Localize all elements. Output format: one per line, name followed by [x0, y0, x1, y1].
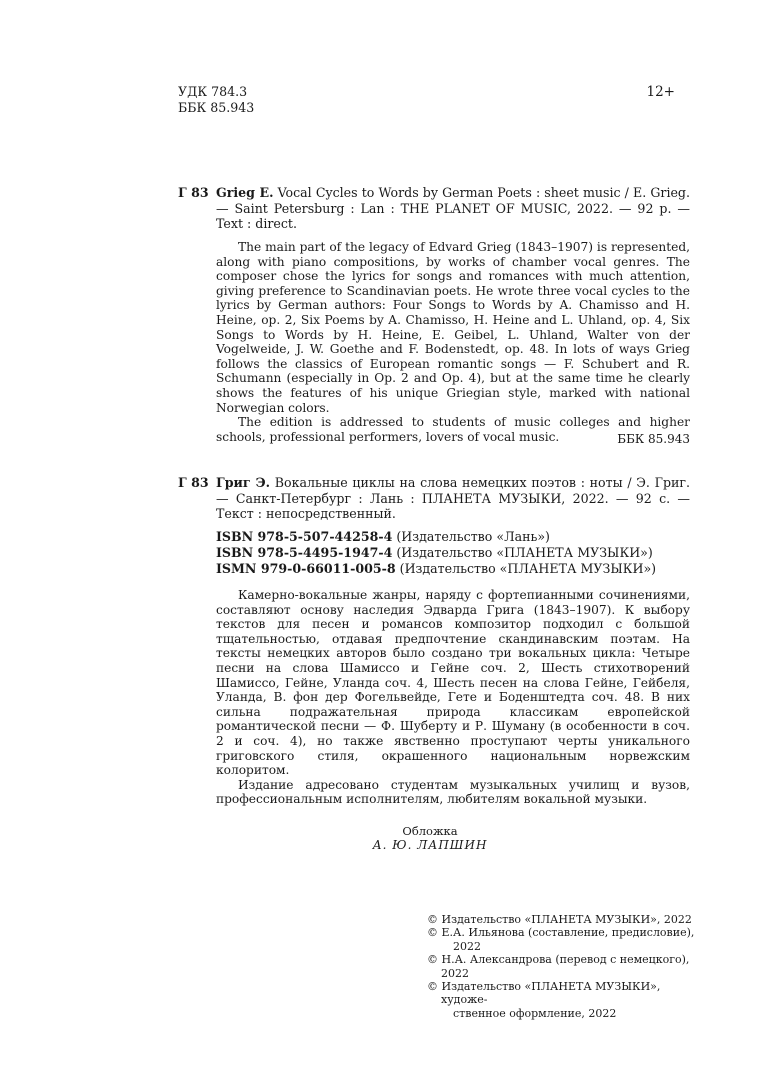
isbn-line [216, 529, 690, 545]
english-entry-author: Grieg E. [216, 185, 274, 200]
udk-code: УДК 784.3 [178, 84, 248, 99]
classification-block [178, 84, 254, 115]
english-entry-code: Г 83 [178, 185, 209, 200]
isbn-publisher: (Издательство «ПЛАНЕТА МУЗЫКИ») [392, 545, 653, 561]
isbn-code: ISBN 978-5-507-44258-4 [216, 529, 393, 544]
russian-entry-code: Г 83 [178, 475, 209, 490]
english-annotation-paragraph: The edition is addressed to students of music colleges and higher schools, professional performers, lovers of vocal music. [216, 415, 690, 444]
copyright-line-continued: ственное оформление, 2022 [453, 1006, 617, 1020]
age-rating: 12+ [646, 84, 675, 100]
russian-annotation-paragraph: Издание адресовано студентам музыкальных училищ и вузов, профессиональным исполнителям, любителям вокальной музыки. [216, 777, 690, 807]
copyright-line: © Издательство «ПЛАНЕТА МУЗЫКИ», художе- [427, 980, 661, 1007]
isbn-publisher: (Издательство «Лань») [392, 529, 550, 544]
ismn-code: ISMN 979-0-66011-005-8 [216, 561, 396, 577]
isbn-code: ISBN 978-5-4495-1947-4 [216, 545, 393, 561]
cover-credit [330, 824, 530, 852]
cover-artist: А. Ю. ЛАПШИН [372, 838, 488, 852]
isbn-line [216, 561, 690, 577]
copyright-line-continued: 2022 [453, 939, 481, 953]
russian-entry-title: Вокальные циклы на слова немецких поэтов : ноты / Э. Григ. — Санкт-Петербург : Лань : ПЛАНЕТА МУЗЫКИ, 2022. — 92 с. — Текст : непосредственный. [216, 475, 691, 522]
english-annotation-paragraph: The main part of the legacy of Edvard Grieg (1843–1907) is represented, along with piano compositions, by works of chamber vocal genres. The composer chose the lyrics for songs and romances with much attention, giving preference to Scandinavian poets. He wrote three vocal cycles to the lyrics by German authors: Four Songs to Words by A. Chamisso and H. Heine, op. 2, Six Poems by A. Chamisso, H. Heine and L. Uhland, op. 4, Six Songs to Words by H. Heine, E. Geibel, L. Uhland, Walter von der Vogelweide, J. W. Goethe and F. Bodenstedt, op. 48. In lots of ways Grieg follows the classics of European romantic songs — F. Schubert and R. Schumann (especially in Op. 2 and Op. 4), but at the same time he clearly shows the features of his unique Griegian style, marked with national Norwegian colors. [216, 240, 690, 415]
english-bbk: ББК 85.943 [617, 432, 690, 446]
copyright-block [427, 913, 697, 1020]
copyright-line: © Издательство «ПЛАНЕТА МУЗЫКИ», 2022 [427, 913, 692, 926]
isbn-publisher: (Издательство «ПЛАНЕТА МУЗЫКИ») [395, 561, 657, 577]
russian-entry-header [216, 475, 690, 522]
copyright-line: © Н.А. Александрова (перевод с немецкого), 2022 [427, 953, 690, 980]
english-entry-title: Vocal Cycles to Words by German Poets : sheet music / E. Grieg. — Saint Petersburg : Lan : THE PLANET OF MUSIC, 2022. — 92 p. — Text : direct. [216, 185, 690, 232]
english-annotation [216, 240, 690, 444]
cover-label: Обложка [402, 824, 458, 838]
isbn-line [216, 545, 690, 561]
copyright-line: © Е.А. Ильянова (составление, предисловие), [427, 926, 695, 940]
russian-entry-author: Григ Э. [216, 475, 271, 490]
isbn-list [216, 529, 690, 578]
russian-annotation [216, 588, 690, 807]
english-entry-header [216, 185, 690, 232]
russian-annotation-paragraph: Камерно-вокальные жанры, наряду с фортепианными сочинениями, составляют основу наследия Эдварда Грига (1843–1907). К выбору текстов для песен и романсов композитор подходил с большой тщательностью, отдавая предпочтение скандинавским поэтам. На тексты немецких авторов было создано три вокальных цикла: Четыре песни на слова Шамиссо и Гейне соч. 2, Шесть стихотворений Шамиссо, Гейне, Уланда соч. 4, Шесть песен на слова Гейне, Гейбеля, Уланда, В. фон дер Фогельвейде, Гете и Боденштедта соч. 48. В них сильна подражательная природа классикам европейской романтической песни — Ф. Шуберту и Р. Шуману (в особенности в соч. 2 и соч. 4), но также явственно проступают черты уникального григовского стиля, окрашенного национальным норвежским колоритом. [216, 588, 690, 778]
bbk-code: ББК 85.943 [178, 99, 255, 115]
